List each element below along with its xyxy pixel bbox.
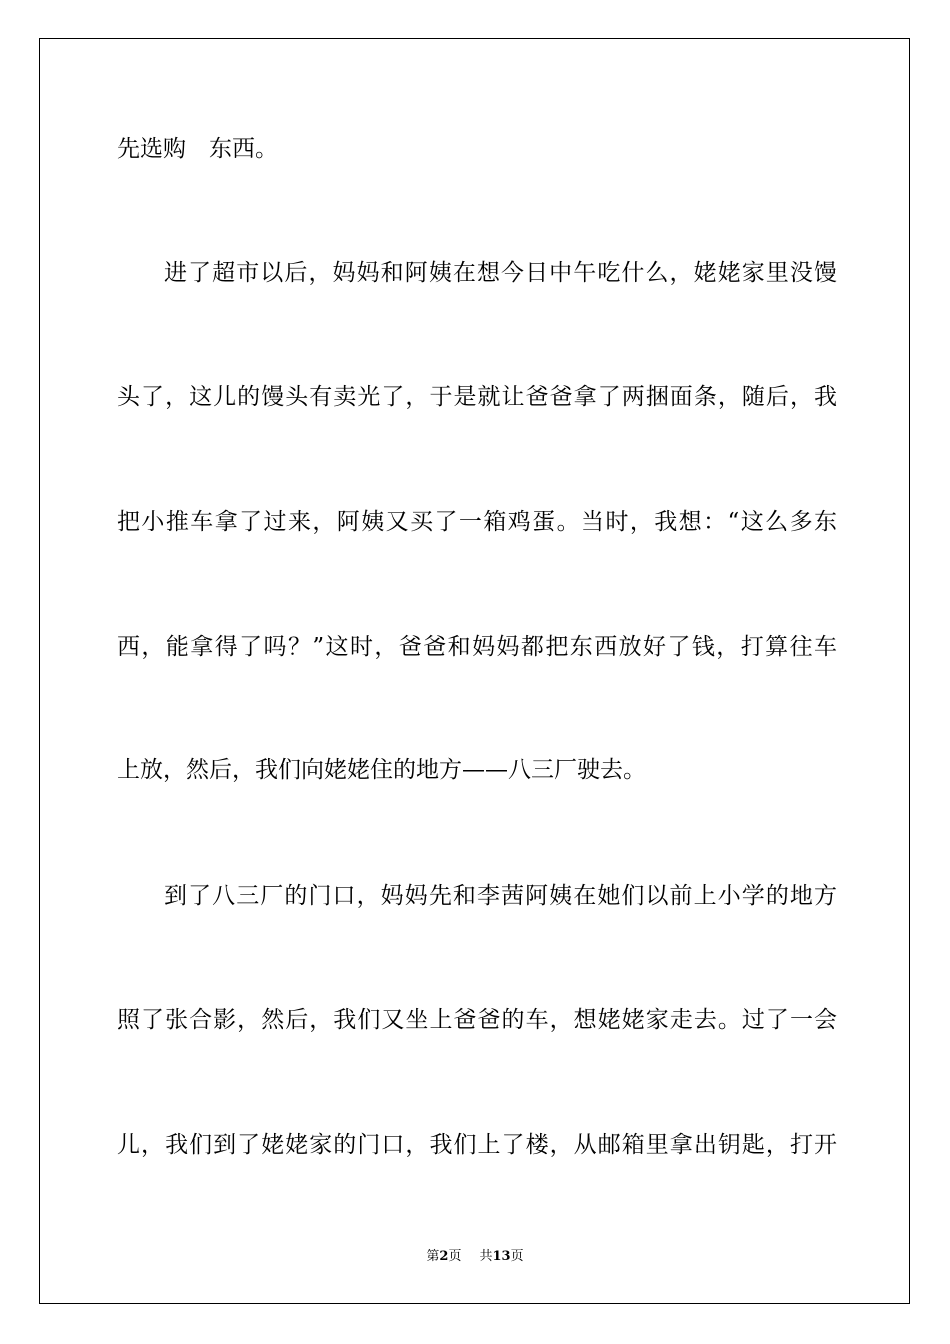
text-line-1: 先选购 东西。: [117, 136, 278, 162]
page-frame: [39, 38, 910, 1304]
text-line-5: 西，能拿得了吗？”这时，爸爸和妈妈都把东西放好了钱，打算往车: [117, 634, 837, 660]
text-line-2: 进了超市以后，妈妈和阿姨在想今日中午吃什么，姥姥家里没馒: [164, 260, 837, 286]
footer-total-prefix: 共: [479, 1249, 493, 1264]
text-line-7: 到了八三厂的门口，妈妈先和李茜阿姨在她们以前上小学的地方: [164, 883, 837, 909]
text-line-8: 照了张合影，然后，我们又坐上爸爸的车，想姥姥家走去。过了一会: [117, 1007, 837, 1033]
footer-page-prefix: 第: [426, 1249, 440, 1264]
footer-page-suffix: 页: [448, 1249, 462, 1264]
text-line-3: 头了，这儿的馒头有卖光了，于是就让爸爸拿了两捆面条，随后，我: [117, 384, 837, 410]
footer-total-suffix: 页: [510, 1249, 524, 1264]
footer-total-pages: 13: [492, 1249, 511, 1264]
text-line-4: 把小推车拿了过来，阿姨又买了一箱鸡蛋。当时，我想：“这么多东: [117, 509, 837, 535]
text-line-9: 儿，我们到了姥姥家的门口，我们上了楼，从邮箱里拿出钥匙，打开: [117, 1132, 837, 1158]
text-line-6: 上放，然后，我们向姥姥住的地方——八三厂驶去。: [117, 757, 646, 783]
footer-page-number: 2: [439, 1249, 449, 1264]
page-footer: [0, 1248, 950, 1266]
